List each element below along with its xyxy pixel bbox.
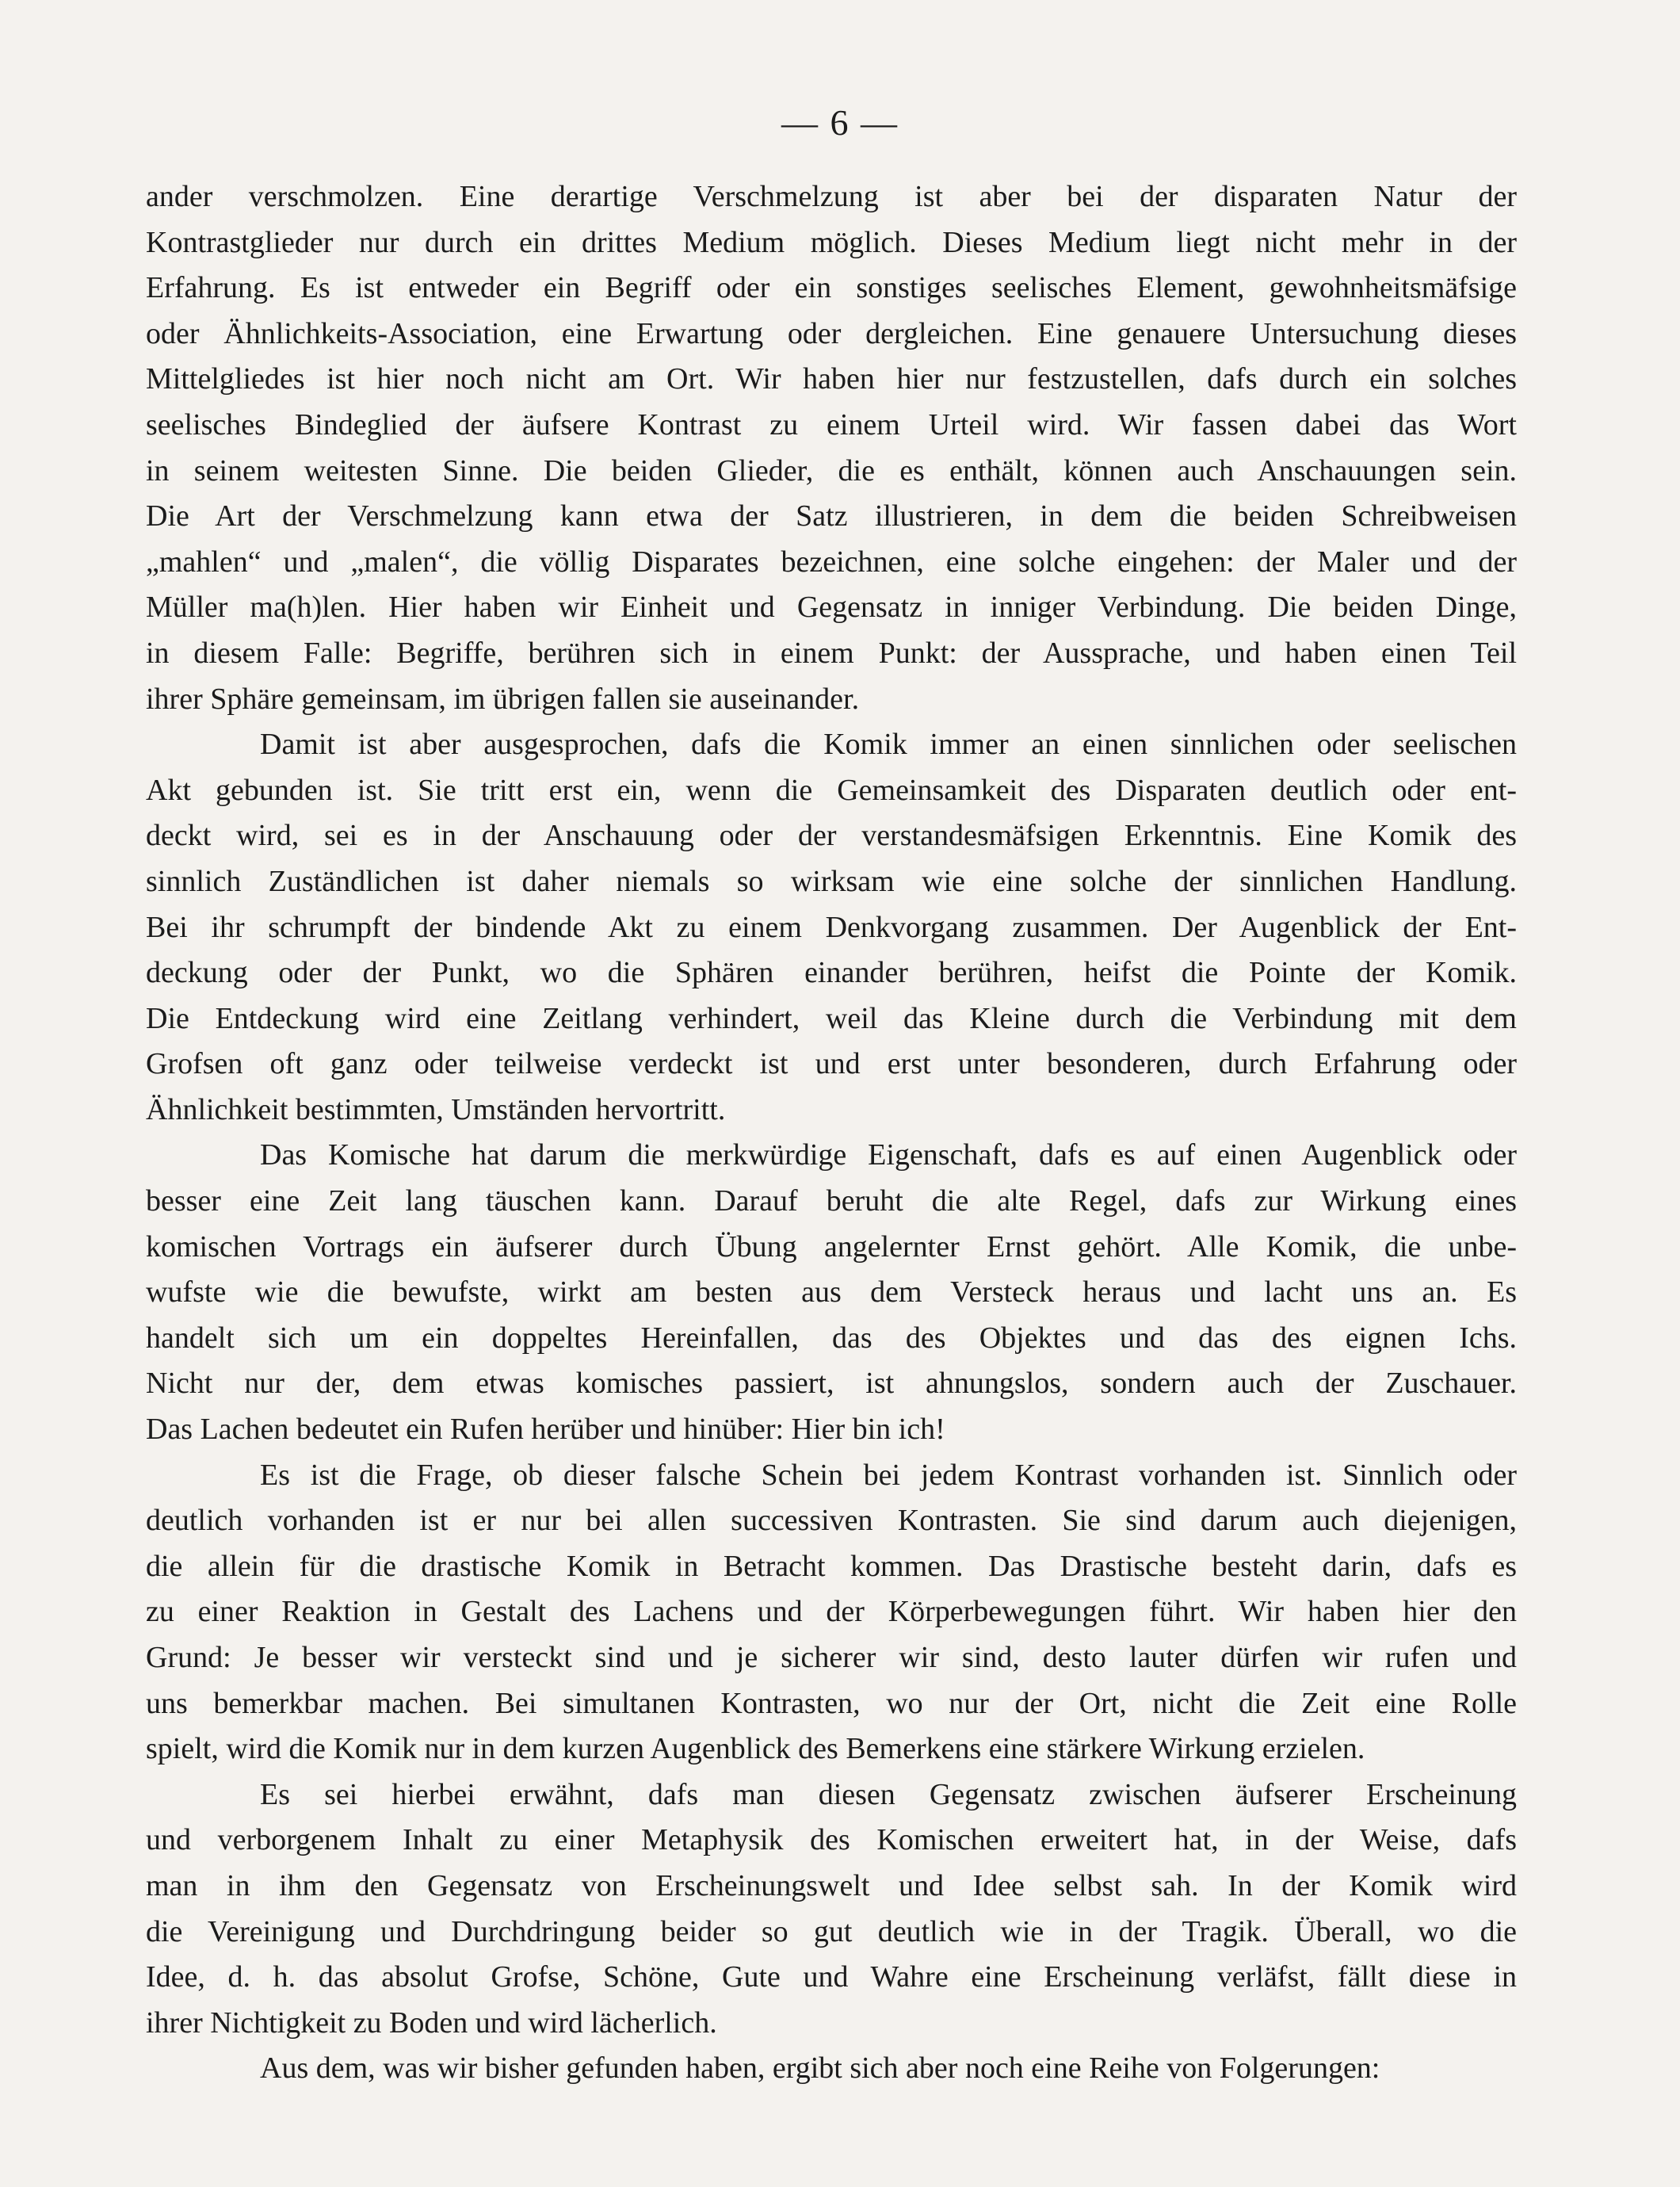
text-line: Erfahrung. Es ist entweder ein Begriff oder ein sonstiges seelisches Element, gewohnheitsmäfsige: [146, 271, 1517, 305]
text-line: sinnlich Zuständlichen ist daher niemals so wirksam wie eine solche der sinnlichen Handlung.: [146, 864, 1517, 898]
text-line: Müller ma(h)len. Hier haben wir Einheit und Gegensatz in inniger Verbindung. Die beiden Dinge,: [146, 591, 1517, 625]
text-line: handelt sich um ein doppeltes Hereinfallen, das des Objektes und das des eignen Ichs.: [146, 1321, 1517, 1355]
text-line: Grofsen oft ganz oder teilweise verdeckt ist und erst unter besonderen, durch Erfahrung oder: [146, 1047, 1517, 1081]
text-line: man in ihm den Gegensatz von Erscheinungswelt und Idee selbst sah. In der Komik wird: [146, 1868, 1517, 1902]
text-line: zu einer Reaktion in Gestalt des Lachens und der Körperbewegungen führt. Wir haben hier den: [146, 1595, 1517, 1629]
text-line: deutlich vorhanden ist er nur bei allen successiven Kontrasten. Sie sind darum auch diejenigen,: [146, 1504, 1517, 1538]
body-text: [146, 174, 1517, 2092]
text-line: in seinem weitesten Sinne. Die beiden Glieder, die es enthält, können auch Anschauungen sein.: [146, 453, 1517, 487]
text-line: Damit ist aber ausgesprochen, dafs die Komik immer an einen sinnlichen oder seelischen: [260, 728, 1517, 762]
text-line: Akt gebunden ist. Sie tritt erst ein, wenn die Gemeinsamkeit des Disparaten deutlich oder ent-: [146, 773, 1517, 807]
paragraph: [146, 722, 1517, 1133]
text-line: die allein für die drastische Komik in Betracht kommen. Das Drastische besteht darin, dafs es: [146, 1549, 1517, 1583]
text-line: die Vereinigung und Durchdringung beider so gut deutlich wie in der Tragik. Überall, wo die: [146, 1914, 1517, 1948]
text-line: ihrer Sphäre gemeinsam, im übrigen fallen sie auseinander.: [146, 682, 860, 716]
paragraph: [146, 174, 1517, 722]
text-line: Das Lachen bedeutet ein Rufen herüber und hinüber: Hier bin ich!: [146, 1413, 945, 1447]
text-line: Es ist die Frage, ob dieser falsche Schein bei jedem Kontrast vorhanden ist. Sinnlich oder: [260, 1458, 1517, 1492]
text-line: ander verschmolzen. Eine derartige Verschmelzung ist aber bei der disparaten Natur der: [146, 180, 1517, 213]
text-line: Mittelgliedes ist hier noch nicht am Ort. Wir haben hier nur festzustellen, dafs durch ein solches: [146, 362, 1517, 396]
text-line: uns bemerkbar machen. Bei simultanen Kontrasten, wo nur der Ort, nicht die Zeit eine Rolle: [146, 1686, 1517, 1720]
text-line: Die Art der Verschmelzung kann etwa der Satz illustrieren, in dem die beiden Schreibweisen: [146, 499, 1517, 533]
paragraph: [146, 2046, 1517, 2092]
text-line: Idee, d. h. das absolut Grofse, Schöne, Gute und Wahre eine Erscheinung verläfst, fällt diese in: [146, 1960, 1517, 1994]
text-line: wufste wie die bewufste, wirkt am besten aus dem Versteck heraus und lacht uns an. Es: [146, 1275, 1517, 1310]
text-line: deckt wird, sei es in der Anschauung oder der verstandesmäfsigen Erkenntnis. Eine Komik des: [146, 819, 1517, 853]
paragraph: [146, 1453, 1517, 1772]
text-line: Aus dem, was wir bisher gefunden haben, ergibt sich aber noch eine Reihe von Folgerungen:: [260, 2051, 1380, 2086]
text-line: „mahlen“ und „malen“, die völlig Disparates bezeichnen, eine solche eingehen: der Maler und der: [146, 545, 1517, 579]
text-line: deckung oder der Punkt, wo die Sphären einander berühren, heifst die Pointe der Komik.: [146, 956, 1517, 990]
text-line: und verborgenem Inhalt zu einer Metaphysik des Komischen erweitert hat, in der Weise, dafs: [146, 1823, 1517, 1857]
text-line: Grund: Je besser wir versteckt sind und je sicherer wir sind, desto lauter dürfen wir rufen und: [146, 1641, 1517, 1674]
paragraph: [146, 1772, 1517, 2047]
text-line: besser eine Zeit lang täuschen kann. Darauf beruht die alte Regel, dafs zur Wirkung eines: [146, 1184, 1517, 1218]
text-line: ihrer Nichtigkeit zu Boden und wird lächerlich.: [146, 2005, 717, 2040]
text-line: komischen Vortrags ein äufserer durch Übung angelernter Ernst gehört. Alle Komik, die unbe-: [146, 1229, 1517, 1264]
text-line: Nicht nur der, dem etwas komisches passiert, ist ahnungslos, sondern auch der Zuschauer.: [146, 1367, 1517, 1401]
text-line: spielt, wird die Komik nur in dem kurzen Augenblick des Bemerkens eine stärkere Wirkung erzielen.: [146, 1732, 1365, 1766]
text-line: Kontrastglieder nur durch ein drittes Medium möglich. Dieses Medium liegt nicht mehr in der: [146, 225, 1517, 259]
page-number: — 6 —: [781, 102, 899, 143]
text-line: oder Ähnlichkeits-Association, eine Erwartung oder dergleichen. Eine genauere Untersuchung dieses: [146, 316, 1517, 350]
paragraph: [146, 1133, 1517, 1452]
text-line: Es sei hierbei erwähnt, dafs man diesen Gegensatz zwischen äufserer Erscheinung: [260, 1777, 1517, 1811]
text-line: seelisches Bindeglied der äufsere Kontrast zu einem Urteil wird. Wir fassen dabei das Wort: [146, 407, 1517, 442]
text-line: Bei ihr schrumpft der bindende Akt zu einem Denkvorgang zusammen. Der Augenblick der Ent-: [146, 910, 1517, 944]
text-line: in diesem Falle: Begriffe, berühren sich in einem Punkt: der Aussprache, und haben einen Teil: [146, 636, 1517, 670]
text-line: Die Entdeckung wird eine Zeitlang verhindert, weil das Kleine durch die Verbindung mit dem: [146, 1001, 1517, 1035]
text-line: Das Komische hat darum die merkwürdige Eigenschaft, dafs es auf einen Augenblick oder: [260, 1138, 1517, 1172]
text-line: Ähnlichkeit bestimmten, Umständen hervortritt.: [146, 1092, 726, 1126]
